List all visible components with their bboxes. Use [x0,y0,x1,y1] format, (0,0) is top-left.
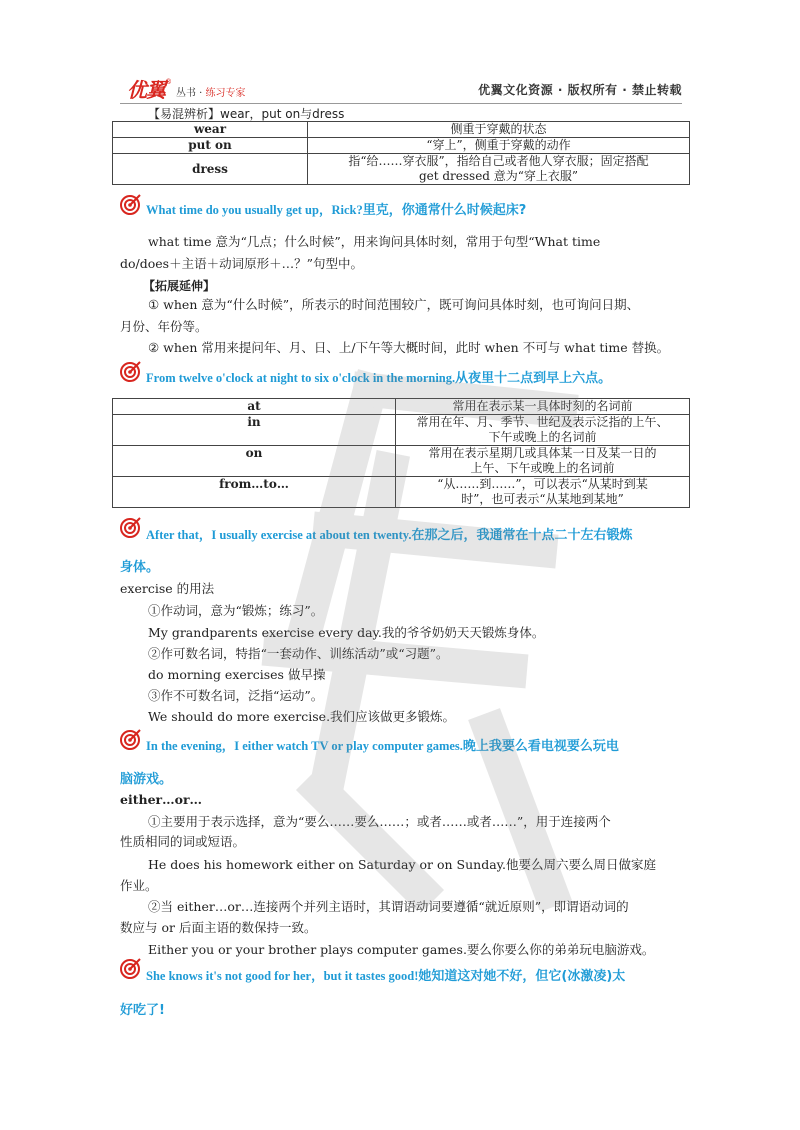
prepositions-table [112,398,690,508]
sentence-2-zh: 从夜里十二点到早上六点。 [455,371,612,386]
sentence-4 [146,735,619,754]
table-row [113,477,690,508]
wear-puton-dress-table [112,121,690,185]
sentence-5 [146,965,625,984]
either-usage-1: ①主要用于表示选择，意为“要么……要么……；或者……或者……”，用于连接两个 [148,814,611,829]
exercise-title: exercise 的用法 [120,581,215,596]
sentence-5-cont [120,999,165,1018]
target-icon [120,957,142,979]
table-row [113,399,690,415]
exercise-example-3: We should do more exercise.我们应该做更多锻炼。 [148,709,456,724]
sentence-2-en: From twelve o'clock at night to six o'clock in the morning. [146,371,456,385]
target-icon [120,193,142,215]
sentence-1-en: What time do you usually get up，Rick? [146,203,363,217]
logo-sub-series: 丛书 · [176,88,206,99]
confusion-heading: 【易混辨析】wear，put on与dress [148,107,345,121]
logo-sub-expert: 练习专家 [205,88,246,99]
table-cell-line: 常用在表示某一具体时刻的名词前 [452,399,633,413]
exercise-usage-2: ②作可数名词，特指“一套动作、训练活动”或“习题”。 [148,646,449,661]
target-icon [120,728,142,750]
sentence-1 [146,199,526,218]
target-icon [120,360,142,382]
sentence-3-zh-cont: 身体。 [120,560,160,575]
table-cell-term: wear [113,122,308,138]
extension-point-1: ① when 意为“什么时候”，所表示的时间范围较广，既可询问具体时刻，也可询问日期、 [148,297,640,312]
sentence-5-zh: 她知道这对她不好，但它(冰激凌)太 [418,969,626,984]
exercise-example-2: do morning exercises 做早操 [148,667,326,682]
table-cell-line: 时”，也可表示“从某地到某地” [461,492,624,506]
either-usage-1-cont: 性质相同的词或短语。 [120,834,246,849]
exercise-usage-1: ①作动词，意为“锻炼；练习”。 [148,603,324,618]
sentence-4-en: In the evening，I either watch TV or play computer games. [146,739,463,753]
extension-point-2: ② when 常用来提问年、月、日、上/下午等大概时间，此时 when 不可与 what time 替换。 [148,340,670,355]
either-example-1-cont: 作业。 [120,878,158,893]
logo-registered-mark: ® [165,78,172,86]
sentence-1-zh: 里克，你通常什么时候起床? [362,203,527,218]
either-example-2: Either you or your brother plays computer games.要么你要么你的弟弟玩电脑游戏。 [148,942,655,957]
either-usage-2: ②当 either…or…连接两个并列主语时，其谓语动词要遵循“就近原则”，即谓语动词的 [148,899,629,914]
exercise-usage-3: ③作不可数名词，泛指“运动”。 [148,688,324,703]
either-or-title: either…or… [120,792,203,807]
logo-main-text: 优翼 [127,78,165,102]
table-cell-line: 上午、下午或晚上的名词前 [470,461,615,475]
sentence-5-zh-cont: 好吃了! [120,1003,165,1018]
sentence-4-cont [120,768,172,787]
what-time-explanation-2: do/does＋主语＋动词原形＋…？”句型中。 [120,256,363,271]
table-cell-meaning [396,415,690,446]
table-cell-term: on [113,446,396,477]
exercise-example-1: My grandparents exercise every day.我的爷爷奶奶天天锻炼身体。 [148,625,545,640]
table-cell-line: 常用在表示星期几或具体某一日及某一日的 [428,446,657,460]
table-cell-meaning: 侧重于穿戴的状态 [308,122,690,138]
sentence-4-zh-cont: 脑游戏。 [120,772,173,787]
table-cell-line: get dressed 意为“穿上衣服” [418,169,579,183]
either-usage-2-cont: 数应与 or 后面主语的数保持一致。 [120,920,317,935]
sentence-2 [146,367,611,386]
sentence-3-en: After that，I usually exercise at about ten twenty. [146,528,412,542]
target-icon [120,516,142,538]
table-cell-meaning: “穿上”，侧重于穿戴的动作 [308,138,690,154]
table-cell-meaning [308,154,690,185]
table-cell-line: 常用在年、月、季节、世纪及表示泛指的上午、 [416,415,669,429]
table-cell-meaning [396,399,690,415]
sentence-3-zh: 在那之后，我通常在十点二十左右锻炼 [411,528,633,543]
what-time-explanation-1: what time 意为“几点；什么时候”，用来询问具体时刻，常用于句型“What time [148,234,601,249]
header-divider [120,103,682,104]
sentence-3 [146,524,633,543]
table-cell-term: at [113,399,396,415]
logo-subtitle [176,88,246,100]
table-row [113,138,690,154]
sentence-3-cont [120,556,159,575]
copyright-notice: 优翼文化资源 · 版权所有 · 禁止转载 [478,83,682,97]
table-row [113,446,690,477]
table-cell-term: from…to… [113,477,396,508]
table-cell-line: “从……到……”，可以表示“从某时到某 [437,477,648,491]
brand-logo [127,78,246,100]
table-row [113,122,690,138]
extension-point-1-cont: 月份、年份等。 [120,319,208,334]
table-row [113,154,690,185]
table-cell-term: dress [113,154,308,185]
sentence-5-en: She knows it's not good for her，but it tastes good! [146,969,419,983]
either-example-1: He does his homework either on Saturday or on Sunday.他要么周六要么周日做家庭 [148,857,657,872]
extension-heading: 【拓展延伸】 [143,279,216,293]
table-cell-term: put on [113,138,308,154]
sentence-4-zh: 晚上我要么看电视要么玩电 [462,739,619,754]
table-cell-line: 下午或晚上的名词前 [488,430,597,444]
table-cell-meaning [396,446,690,477]
table-cell-line: 指“给……穿衣服”，指给自己或者他人穿衣服；固定搭配 [348,154,649,168]
table-cell-term: in [113,415,396,446]
table-row [113,415,690,446]
table-cell-meaning [396,477,690,508]
